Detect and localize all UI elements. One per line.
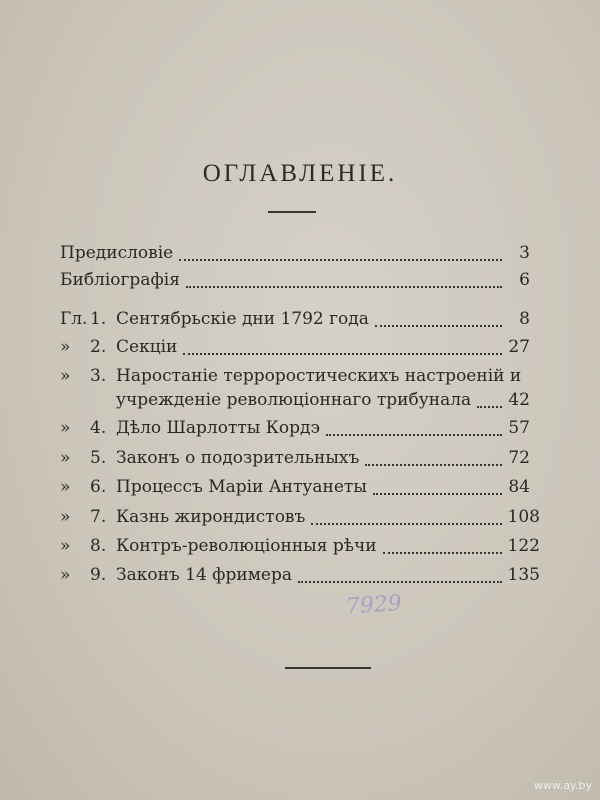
dot-leaders	[186, 286, 502, 288]
toc-prefix: »	[60, 448, 71, 468]
toc-entry-text: Наростаніе террорoстическихъ настроеній и	[116, 366, 522, 386]
toc-chapter-number: 2.	[90, 337, 107, 357]
toc-chapter-number: 8.	[90, 536, 107, 556]
toc-entry-chapter-5	[60, 448, 530, 472]
toc-entry-text: Предисловіе	[60, 243, 174, 263]
toc-page-number: 6	[519, 270, 530, 290]
toc-entry-text: Сентябрьскіе дни 1792 года	[116, 309, 369, 329]
toc-entry-chapter-3	[60, 366, 530, 390]
toc-entry-chapter-6	[60, 477, 530, 501]
toc-chapter-number: 5.	[90, 448, 107, 468]
toc-prefix: »	[60, 337, 71, 357]
dot-leaders	[326, 434, 502, 436]
dot-leaders	[365, 464, 502, 466]
dot-leaders	[477, 406, 502, 408]
toc-entry-chapter-4	[60, 418, 530, 442]
toc-chapter-number: 3.	[90, 366, 107, 386]
toc-page-number: 122	[507, 536, 540, 556]
toc-entry-text: Секціи	[116, 337, 178, 357]
toc-entry-text: Законъ 14 фримера	[116, 565, 292, 585]
toc-page-number: 42	[508, 390, 530, 410]
toc-entry-preface	[60, 243, 530, 267]
site-watermark: www.ay.by	[533, 779, 592, 792]
closing-rule	[285, 667, 371, 669]
toc-prefix: »	[60, 366, 71, 386]
toc-entry-chapter-1	[60, 309, 530, 333]
dot-leaders	[183, 353, 502, 355]
dot-leaders	[298, 581, 502, 583]
dot-leaders	[179, 259, 502, 261]
toc-prefix: »	[60, 418, 71, 438]
toc-prefix: Гл.	[60, 309, 88, 329]
toc-entry-text-continued: учрежденіе революціоннаго трибунала	[116, 390, 472, 410]
toc-entry-chapter-7	[60, 507, 540, 531]
toc-page-number: 84	[508, 477, 530, 497]
toc-chapter-number: 7.	[90, 507, 107, 527]
toc-entry-text: Дѣло Шарлотты Кордэ	[116, 418, 320, 438]
toc-entry-text: Процессъ Маріи Антуанеты	[116, 477, 367, 497]
toc-chapter-number: 1.	[90, 309, 107, 329]
library-stamp: 7929	[345, 590, 403, 620]
toc-entry-chapter-8	[60, 536, 540, 560]
toc-entry-text: Законъ о подозрительныхъ	[116, 448, 360, 468]
toc-entry-bibliography	[60, 270, 530, 294]
toc-chapter-number: 6.	[90, 477, 107, 497]
toc-prefix: »	[60, 536, 71, 556]
toc-page-number: 3	[519, 243, 530, 263]
toc-prefix: »	[60, 477, 71, 497]
toc-page-number: 108	[507, 507, 540, 527]
toc-page-number: 8	[519, 309, 530, 329]
toc-prefix: »	[60, 565, 71, 585]
dot-leaders	[383, 552, 502, 554]
toc-page-number: 27	[508, 337, 530, 357]
dot-leaders	[311, 523, 501, 525]
toc-page-number: 135	[507, 565, 540, 585]
toc-prefix: »	[60, 507, 71, 527]
toc-chapter-number: 4.	[90, 418, 107, 438]
toc-chapter-number: 9.	[90, 565, 107, 585]
dot-leaders	[373, 493, 502, 495]
toc-entry-text: Контръ-революціонныя рѣчи	[116, 536, 377, 556]
page-title: ОГЛАВЛЕНІЕ.	[202, 160, 398, 187]
toc-entry-text: Библіографія	[60, 270, 180, 290]
dot-leaders	[375, 325, 502, 327]
toc-entry-chapter-2	[60, 337, 530, 361]
toc-entry-chapter-3-continued	[116, 390, 530, 414]
toc-page-number: 57	[508, 418, 530, 438]
toc-entry-text: Казнь жирондистовъ	[116, 507, 306, 527]
toc-entry-chapter-9	[60, 565, 540, 589]
toc-page-number: 72	[508, 448, 530, 468]
